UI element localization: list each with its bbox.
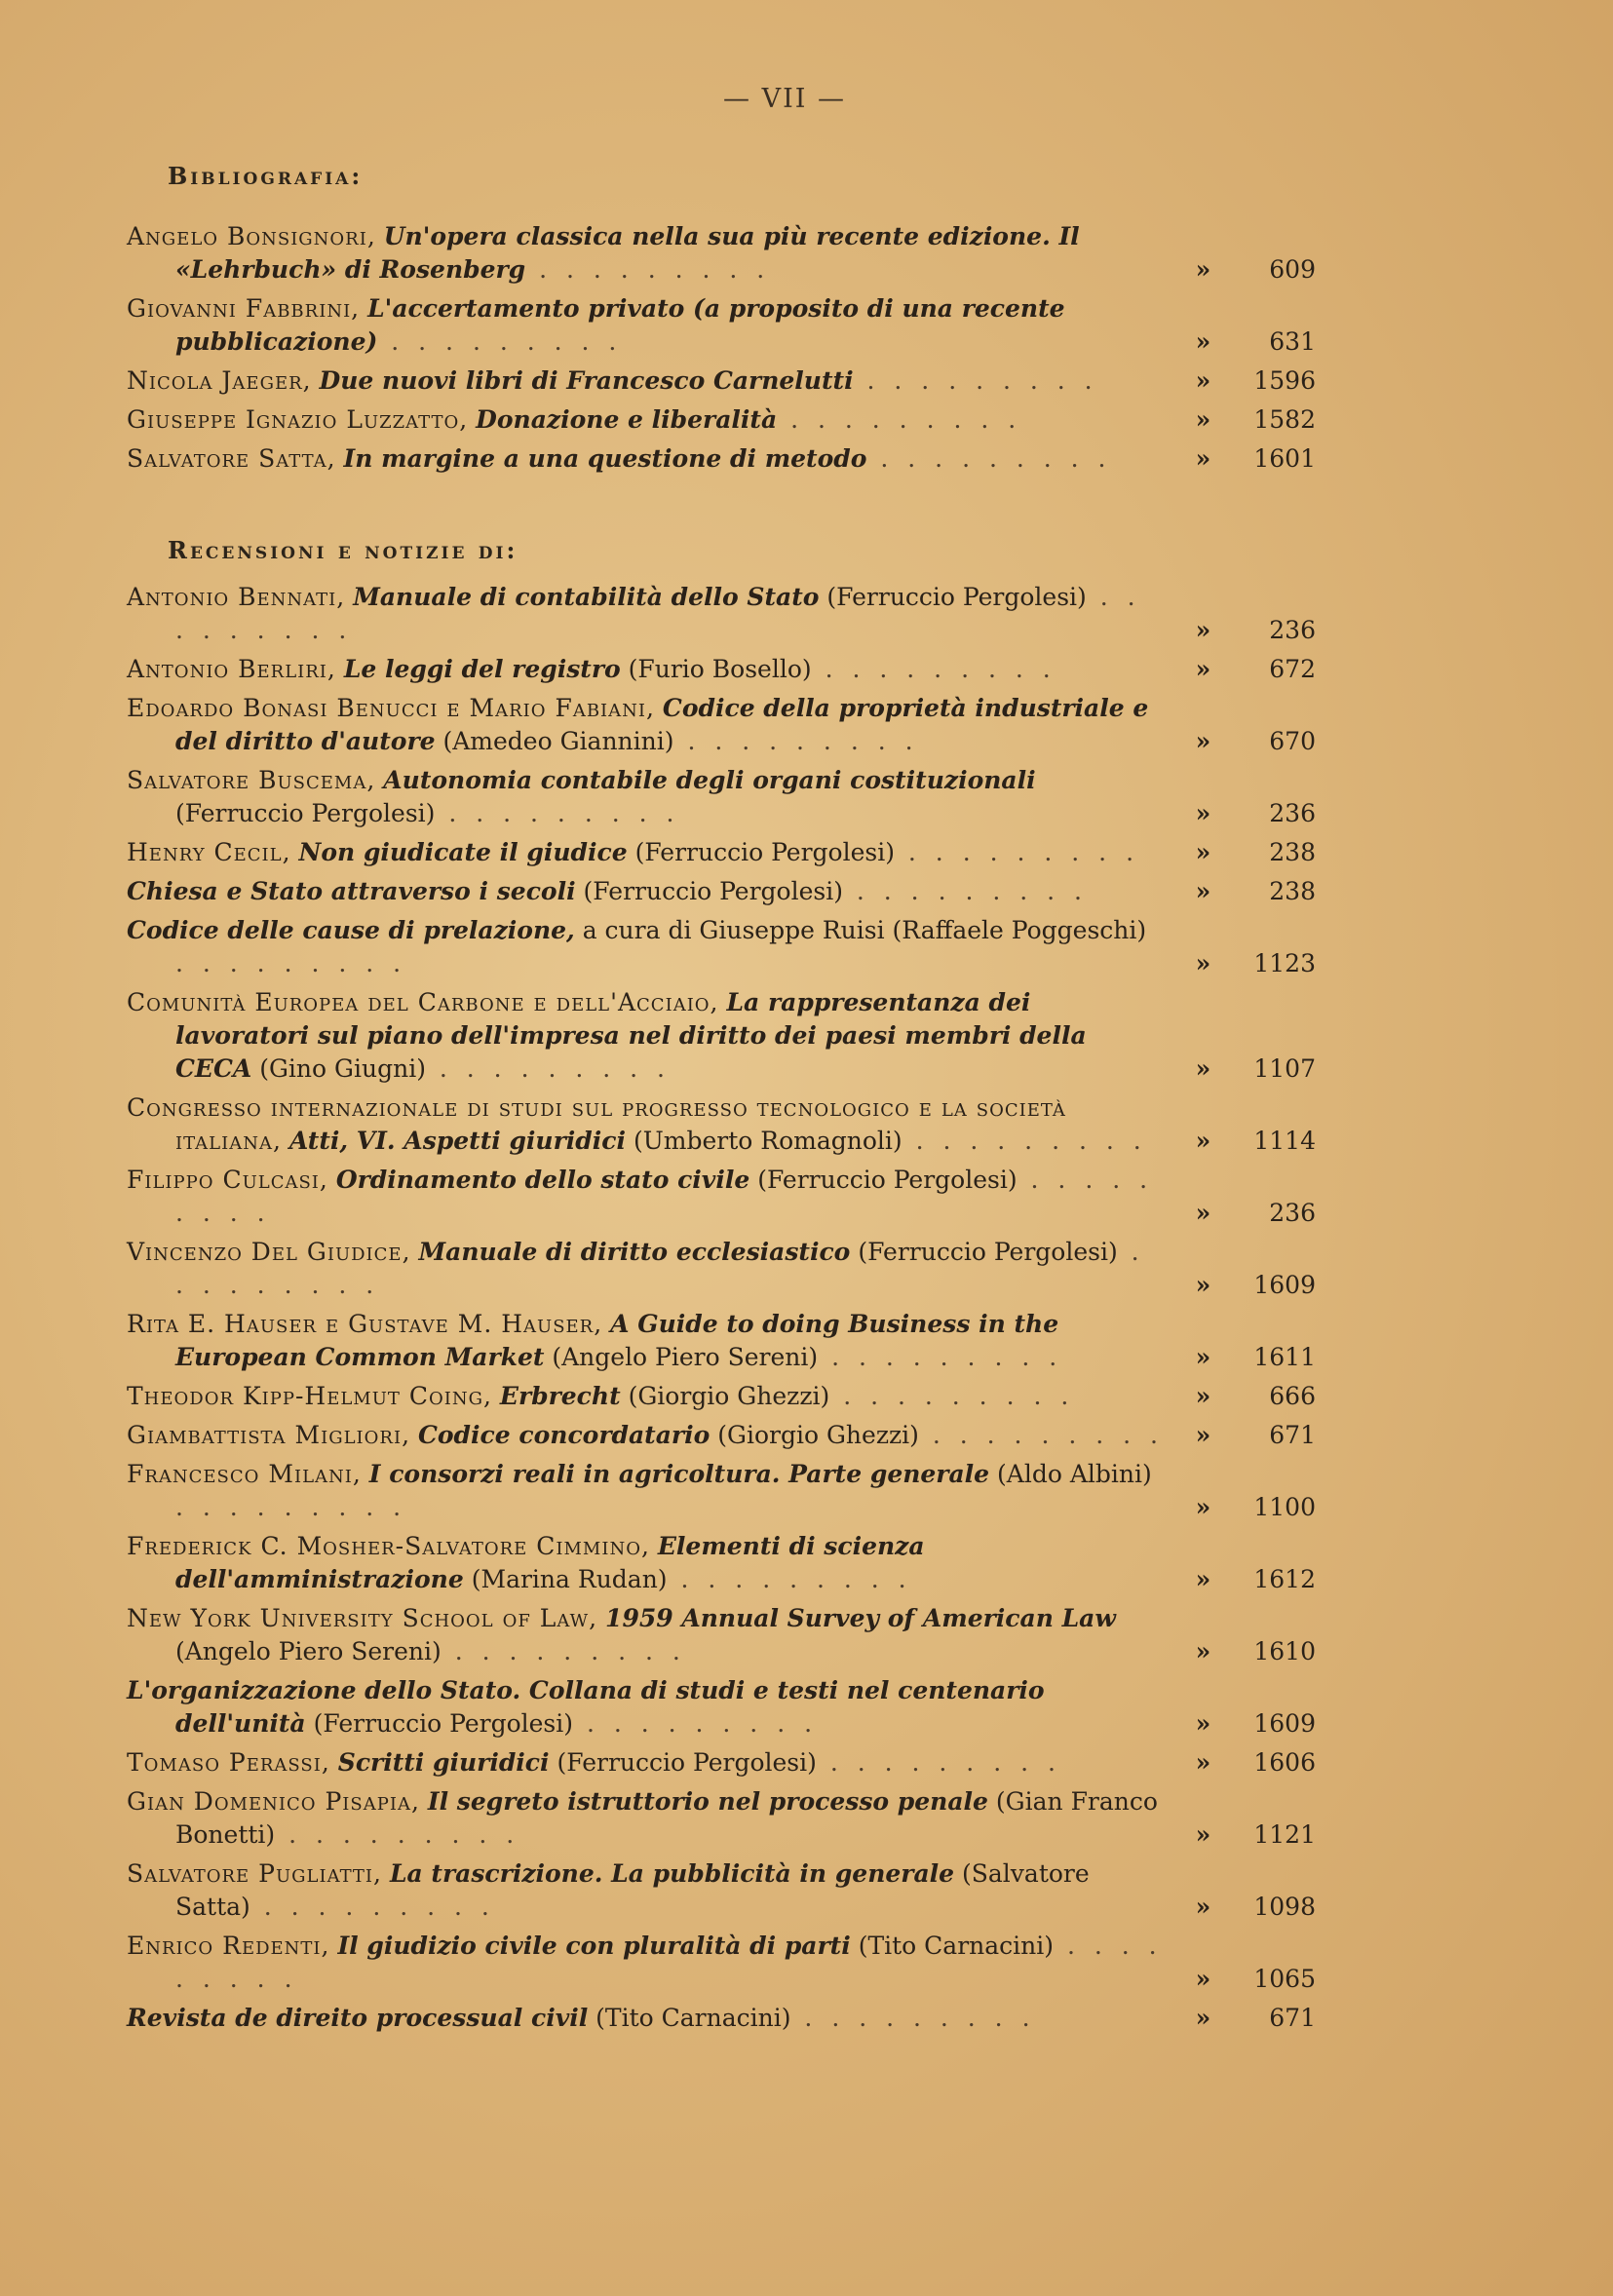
- entry-reviewer: (Tito Carnacini): [858, 1932, 1054, 1960]
- entry-title: La trascrizione. La pubblicità in generale: [389, 1859, 955, 1888]
- entry-page-ref: [1167, 875, 1316, 908]
- entry-page-number: 671: [1269, 2004, 1316, 2032]
- entry-text: [127, 1785, 1167, 1852]
- raquo-glyph: »: [1195, 1271, 1211, 1299]
- recensioni-list: [127, 581, 1316, 2041]
- entry-reviewer: (Ferruccio Pergolesi): [175, 799, 436, 827]
- entry-author: Francesco Milani,: [127, 1460, 362, 1488]
- entry-text: [127, 1236, 1167, 1302]
- entry-page-ref: [1167, 1419, 1316, 1452]
- entry-text: [127, 1930, 1167, 1996]
- index-entry: [127, 1091, 1316, 1158]
- raquo-glyph: »: [1195, 838, 1211, 866]
- entry-author: Gian Domenico Pisapia,: [127, 1787, 420, 1816]
- entry-page-number: 672: [1269, 655, 1316, 683]
- entry-reviewer: (Angelo Piero Sereni): [552, 1343, 819, 1371]
- entry-page-number: 1100: [1253, 1493, 1316, 1521]
- index-entry: [127, 1930, 1316, 1996]
- index-entry: [127, 914, 1316, 980]
- entry-title: Il giudizio civile con pluralità di parti: [337, 1932, 851, 1960]
- entry-author: Theodor Kipp-Helmut Coing,: [127, 1382, 492, 1410]
- raquo-glyph: »: [1195, 877, 1211, 905]
- entry-text: [127, 292, 1167, 359]
- entry-reviewer: (Furio Bosello): [628, 655, 812, 683]
- entry-page-number: 1609: [1253, 1271, 1316, 1299]
- entry-page-ref: [1167, 725, 1316, 758]
- entry-page-number: 666: [1269, 1382, 1316, 1410]
- entry-page-number: 1610: [1253, 1637, 1316, 1665]
- entry-author: Congresso internazionale di studi sul progresso tecnologico e la società italiana,: [127, 1093, 1066, 1155]
- entry-page-number: 1611: [1253, 1343, 1316, 1371]
- entry-page-ref: [1167, 1491, 1316, 1524]
- entry-text: [127, 653, 1167, 686]
- entry-text: [127, 1857, 1167, 1924]
- entry-page-number: 1065: [1253, 1965, 1316, 1993]
- entry-author: Filippo Culcasi,: [127, 1166, 328, 1194]
- entry-title: Elementi di scienza dell'amministrazione: [175, 1532, 925, 1593]
- entry-reviewer: (Ferruccio Pergolesi): [634, 838, 895, 866]
- index-entry: [127, 364, 1316, 398]
- raquo-glyph: »: [1195, 1709, 1211, 1738]
- raquo-glyph: »: [1195, 1965, 1211, 1993]
- entry-reviewer: (Marina Rudan): [471, 1565, 668, 1593]
- entry-text: [127, 403, 1167, 437]
- entry-page-number: 1609: [1253, 1709, 1316, 1738]
- index-entry: [127, 1236, 1316, 1302]
- entry-title: La rappresentanza dei lavoratori sul piano dell'impresa nel diritto dei paesi membri della CECA: [175, 988, 1087, 1083]
- entry-page-ref: [1167, 653, 1316, 686]
- entry-page-number: 671: [1269, 1421, 1316, 1449]
- index-entry: [127, 986, 1316, 1086]
- entry-page-ref: [1167, 325, 1316, 359]
- raquo-glyph: »: [1195, 1565, 1211, 1593]
- entry-text: [127, 1308, 1167, 1374]
- entry-page-ref: [1167, 947, 1316, 980]
- entry-title: In margine a una questione di metodo: [343, 444, 867, 473]
- entry-title: Manuale di diritto ecclesiastico: [418, 1238, 851, 1266]
- bibliografia-list: [127, 220, 1316, 481]
- entry-page-ref: [1167, 1891, 1316, 1924]
- entry-page-number: 1121: [1253, 1820, 1316, 1849]
- raquo-glyph: »: [1195, 405, 1211, 434]
- index-entry: [127, 1308, 1316, 1374]
- entry-page-ref: [1167, 1635, 1316, 1668]
- entry-reviewer: (Ferruccio Pergolesi): [858, 1238, 1118, 1266]
- entry-text: [127, 1380, 1167, 1413]
- raquo-glyph: »: [1195, 1748, 1211, 1777]
- entry-title: Autonomia contabile degli organi costituzionali: [383, 766, 1036, 794]
- entry-text: [127, 442, 1167, 476]
- entry-author: Antonio Bennati,: [127, 583, 346, 611]
- entry-page-number: 670: [1269, 727, 1316, 755]
- entry-title: Codice delle cause di prelazione,: [127, 916, 575, 944]
- entry-text: [127, 1164, 1167, 1230]
- entry-author: Giuseppe Ignazio Luzzatto,: [127, 405, 469, 434]
- raquo-glyph: »: [1195, 727, 1211, 755]
- entry-title: Donazione e liberalità: [476, 405, 778, 434]
- index-entry: [127, 1746, 1316, 1779]
- entry-reviewer: (Ferruccio Pergolesi): [757, 1166, 1018, 1194]
- entry-page-ref: [1167, 1341, 1316, 1374]
- entry-page-ref: [1167, 1707, 1316, 1741]
- entry-title: Il segreto istruttorio nel processo penale: [427, 1787, 988, 1816]
- entry-page-ref: [1167, 1963, 1316, 1996]
- entry-page-ref: [1167, 442, 1316, 476]
- entry-page-number: 1098: [1253, 1893, 1316, 1921]
- entry-text: [127, 1458, 1167, 1524]
- entry-title: Un'opera classica nella sua più recente edizione. Il «Lehrbuch» di Rosenberg: [175, 222, 1080, 284]
- entry-page-number: 631: [1269, 327, 1316, 356]
- entry-author: Salvatore Pugliatti,: [127, 1859, 382, 1888]
- entry-text: [127, 364, 1167, 398]
- entry-reviewer: (Giorgio Ghezzi): [628, 1382, 830, 1410]
- raquo-glyph: »: [1195, 949, 1211, 977]
- index-entry: [127, 764, 1316, 830]
- page-folio: — VII —: [723, 84, 846, 114]
- entry-author: Angelo Bonsignori,: [127, 222, 376, 250]
- entry-author: Henry Cecil,: [127, 838, 291, 866]
- index-entry: [127, 581, 1316, 647]
- entry-title: 1959 Annual Survey of American Law: [605, 1604, 1116, 1632]
- entry-reviewer: (Amedeo Giannini): [442, 727, 674, 755]
- entry-title: Scritti giuridici: [337, 1748, 550, 1777]
- entry-page-number: 1606: [1253, 1748, 1316, 1777]
- entry-text: [127, 1746, 1167, 1779]
- entry-title: I consorzi reali in agricoltura. Parte generale: [368, 1460, 990, 1488]
- index-entry: [127, 1602, 1316, 1668]
- entry-author: New York University School of Law,: [127, 1604, 598, 1632]
- entry-page-ref: [1167, 403, 1316, 437]
- entry-page-number: 1601: [1253, 444, 1316, 473]
- entry-reviewer: (Ferruccio Pergolesi): [826, 583, 1087, 611]
- entry-page-ref: [1167, 1269, 1316, 1302]
- entry-title: Le leggi del registro: [343, 655, 621, 683]
- index-entry: [127, 2002, 1316, 2035]
- entry-page-number: 1582: [1253, 405, 1316, 434]
- entry-author: Giovanni Fabbrini,: [127, 294, 361, 323]
- entry-page-number: 1107: [1253, 1054, 1316, 1083]
- entry-page-ref: [1167, 1125, 1316, 1158]
- raquo-glyph: »: [1195, 255, 1211, 284]
- entry-author: Giambattista Migliori,: [127, 1421, 411, 1449]
- index-entry: [127, 1419, 1316, 1452]
- entry-title: Ordinamento dello stato civile: [335, 1166, 750, 1194]
- entry-title: Manuale di contabilità dello Stato: [353, 583, 820, 611]
- raquo-glyph: »: [1195, 1421, 1211, 1449]
- entry-reviewer: (Salvatore Satta): [175, 1859, 1090, 1921]
- index-entry: [127, 1164, 1316, 1230]
- entry-author: Comunità Europea del Carbone e dell'Acciaio,: [127, 988, 719, 1016]
- entry-page-ref: [1167, 1818, 1316, 1852]
- raquo-glyph: »: [1195, 1127, 1211, 1155]
- entry-title: L'organizzazione dello Stato. Collana di studi e testi nel centenario dell'unità: [127, 1676, 1045, 1738]
- entry-text: [127, 1091, 1167, 1158]
- entry-page-ref: [1167, 614, 1316, 647]
- entry-page-number: 236: [1269, 799, 1316, 827]
- entry-reviewer: (Gino Giugni): [259, 1054, 426, 1083]
- index-entry: [127, 220, 1316, 287]
- entry-title: Revista de direito processual civil: [127, 2004, 589, 2032]
- entry-author: Antonio Berliri,: [127, 655, 336, 683]
- entry-reviewer: (Tito Carnacini): [595, 2004, 791, 2032]
- index-entry: [127, 292, 1316, 359]
- entry-author: Edoardo Bonasi Benucci e Mario Fabiani,: [127, 694, 655, 722]
- entry-author: Enrico Redenti,: [127, 1932, 330, 1960]
- entry-reviewer: (Ferruccio Pergolesi): [313, 1709, 573, 1738]
- entry-page-number: 1596: [1253, 366, 1316, 395]
- raquo-glyph: »: [1195, 1820, 1211, 1849]
- entry-page-ref: [1167, 1563, 1316, 1596]
- entry-title: Non giudicate il giudice: [298, 838, 628, 866]
- entry-page-number: 1123: [1253, 949, 1316, 977]
- raquo-glyph: »: [1195, 2004, 1211, 2032]
- index-entry: [127, 1530, 1316, 1596]
- recensioni-heading: Recensioni e notizie di:: [168, 536, 518, 564]
- raquo-glyph: »: [1195, 1637, 1211, 1665]
- entry-page-ref: [1167, 797, 1316, 830]
- raquo-glyph: »: [1195, 1343, 1211, 1371]
- entry-reviewer: (Ferruccio Pergolesi): [583, 877, 843, 905]
- entry-text: [127, 1602, 1167, 1668]
- entry-text: [127, 875, 1167, 908]
- raquo-glyph: »: [1195, 1054, 1211, 1083]
- entry-title: Chiesa e Stato attraverso i secoli: [127, 877, 576, 905]
- entry-page-number: 236: [1269, 616, 1316, 644]
- raquo-glyph: »: [1195, 1382, 1211, 1410]
- entry-page-ref: [1167, 253, 1316, 287]
- entry-text: [127, 1530, 1167, 1596]
- raquo-glyph: »: [1195, 655, 1211, 683]
- entry-page-number: 238: [1269, 838, 1316, 866]
- entry-title: L'accertamento privato (a proposito di una recente pubblicazione): [175, 294, 1065, 356]
- index-entry: [127, 875, 1316, 908]
- entry-author: Salvatore Buscema,: [127, 766, 376, 794]
- entry-text: [127, 1419, 1167, 1452]
- entry-author: Salvatore Satta,: [127, 444, 336, 473]
- entry-title: Erbrecht: [499, 1382, 621, 1410]
- entry-title: Codice della proprietà industriale e del diritto d'autore: [175, 694, 1149, 755]
- entry-page-ref: [1167, 1052, 1316, 1086]
- raquo-glyph: »: [1195, 1199, 1211, 1227]
- index-entry: [127, 1857, 1316, 1924]
- raquo-glyph: »: [1195, 1893, 1211, 1921]
- entry-page-ref: [1167, 1197, 1316, 1230]
- index-entry: [127, 1458, 1316, 1524]
- raquo-glyph: »: [1195, 366, 1211, 395]
- index-entry: [127, 403, 1316, 437]
- entry-reviewer: (Ferruccio Pergolesi): [557, 1748, 817, 1777]
- index-entry: [127, 1380, 1316, 1413]
- entry-reviewer: a cura di Giuseppe Ruisi (Raffaele Poggeschi): [582, 916, 1147, 944]
- entry-page-ref: [1167, 836, 1316, 869]
- entry-title: A Guide to doing Business in the European Common Market: [175, 1310, 1059, 1371]
- entry-author: Frederick C. Mosher-Salvatore Cimmino,: [127, 1532, 650, 1560]
- entry-text: [127, 836, 1167, 869]
- entry-title: Codice concordatario: [417, 1421, 710, 1449]
- raquo-glyph: »: [1195, 327, 1211, 356]
- entry-page-ref: [1167, 1746, 1316, 1779]
- index-entry: [127, 653, 1316, 686]
- entry-text: [127, 764, 1167, 830]
- index-entry: [127, 442, 1316, 476]
- index-entry: [127, 692, 1316, 758]
- raquo-glyph: »: [1195, 799, 1211, 827]
- entry-author: Rita E. Hauser e Gustave M. Hauser,: [127, 1310, 603, 1338]
- entry-page-ref: [1167, 364, 1316, 398]
- entry-reviewer: (Giorgio Ghezzi): [717, 1421, 919, 1449]
- entry-text: [127, 914, 1167, 980]
- entry-page-number: 609: [1269, 255, 1316, 284]
- entry-author: Vincenzo Del Giudice,: [127, 1238, 411, 1266]
- entry-text: [127, 986, 1167, 1086]
- entry-page-number: 1612: [1253, 1565, 1316, 1593]
- entry-page-number: 236: [1269, 1199, 1316, 1227]
- entry-page-ref: [1167, 1380, 1316, 1413]
- entry-reviewer: (Umberto Romagnoli): [633, 1127, 903, 1155]
- entry-text: [127, 1674, 1167, 1741]
- raquo-glyph: »: [1195, 1493, 1211, 1521]
- entry-reviewer: (Angelo Piero Sereni): [175, 1637, 442, 1665]
- entry-title: Atti, VI. Aspetti giuridici: [288, 1127, 626, 1155]
- entry-author: Nicola Jaeger,: [127, 366, 312, 395]
- entry-text: [127, 692, 1167, 758]
- index-entry: [127, 836, 1316, 869]
- entry-reviewer: (Gian Franco Bonetti): [175, 1787, 1158, 1849]
- entry-text: [127, 581, 1167, 647]
- bibliografia-heading: Bibliografia:: [168, 162, 364, 190]
- entry-title: Due nuovi libri di Francesco Carnelutti: [319, 366, 854, 395]
- raquo-glyph: »: [1195, 444, 1211, 473]
- entry-page-ref: [1167, 2002, 1316, 2035]
- entry-page-number: 1114: [1253, 1127, 1316, 1155]
- entry-author: Tomaso Perassi,: [127, 1748, 330, 1777]
- index-entry: [127, 1785, 1316, 1852]
- entry-reviewer: (Aldo Albini): [997, 1460, 1152, 1488]
- entry-page-number: 238: [1269, 877, 1316, 905]
- index-entry: [127, 1674, 1316, 1741]
- raquo-glyph: »: [1195, 616, 1211, 644]
- entry-text: [127, 2002, 1167, 2035]
- entry-text: [127, 220, 1167, 287]
